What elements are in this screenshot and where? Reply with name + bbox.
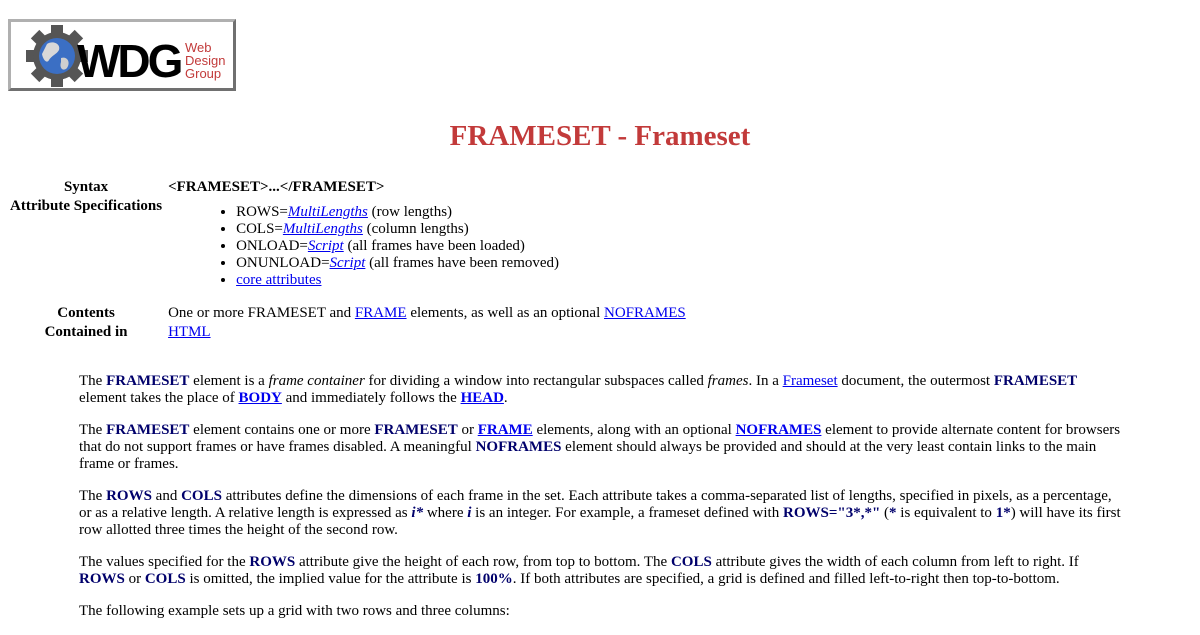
- attribute-list: [168, 204, 686, 289]
- gear-globe-icon: [11, 22, 239, 94]
- paragraph-rows-cols: The ROWS and COLS attributes define the dimensions of each frame in the set. Each attribute takes a comma-separated list of lengths, specified in pixels, as a percentage, or as a relative length. A relative length is expressed as i* where i is an integer. For example, a frameset defined with ROWS="3*,*" (* is equivalent to 1*) will have its first row allotted three times the height of the second row.: [79, 488, 1121, 538]
- spacer-row: [8, 290, 688, 304]
- attribute-item: • ONLOAD=Script (all frames have been loaded): [236, 238, 686, 255]
- core-attributes-link[interactable]: core attributes: [236, 272, 322, 288]
- attribute-item: • ONUNLOAD=Script (all frames have been removed): [236, 255, 686, 272]
- paragraph-example: The following example sets up a grid with two rows and three columns:: [79, 603, 510, 619]
- svg-text:Web Design Group: [185, 40, 229, 81]
- attribute-item: • COLS=MultiLengths (column lengths): [236, 221, 686, 238]
- main-content: [79, 373, 1124, 635]
- contents-row: [8, 304, 688, 323]
- attributes-row: [8, 197, 688, 290]
- syntax-row: [8, 178, 688, 197]
- frame-link[interactable]: FRAME: [354, 305, 407, 321]
- syntax-value: <FRAMESET>...</FRAMESET>: [168, 179, 385, 195]
- logo-tagline-web: Web: [185, 40, 212, 55]
- html-link[interactable]: HTML: [168, 324, 211, 340]
- multilengths-link[interactable]: MultiLengths: [287, 204, 368, 220]
- contents-label: Contents: [57, 305, 115, 321]
- noframes-link[interactable]: NOFRAMES: [604, 305, 686, 321]
- script-link[interactable]: Script: [307, 238, 344, 254]
- attributes-label: Attribute Specifications: [10, 198, 163, 214]
- head-link[interactable]: HEAD: [460, 390, 504, 406]
- body-link[interactable]: BODY: [238, 390, 282, 406]
- wdg-logo[interactable]: [8, 19, 236, 91]
- page-title: FRAMESET - Frameset: [449, 120, 751, 152]
- paragraph-values: The values specified for the ROWS attribute give the height of each row, from top to bottom. The COLS attribute gives the width of each column from left to right. If ROWS or COLS is omitted, the implied value for the attribute is 100%. If both attributes are specified, a grid is defined and filled left-to-right then top-to-bottom.: [79, 554, 1079, 587]
- spec-table: [8, 178, 688, 342]
- contents-value: One or more FRAMESET and FRAME elements, as well as an optional NOFRAMES: [168, 305, 686, 321]
- attribute-item: • ROWS=MultiLengths (row lengths): [236, 204, 686, 221]
- frameset-link[interactable]: Frameset: [782, 373, 838, 389]
- logo-tagline-group: Group: [185, 66, 222, 81]
- contained-label: Contained in: [44, 324, 128, 340]
- paragraph-contents: The FRAMESET element contains one or more FRAMESET or FRAME elements, along with an optional NOFRAMES element to provide alternate content for browsers that do not support frames or have frames disabled. A meaningful NOFRAMES element should always be provided and should at the very least contain links to the main frame or frames.: [79, 422, 1121, 472]
- contained-row: [8, 323, 688, 342]
- syntax-label: Syntax: [63, 179, 109, 195]
- attribute-item: [236, 272, 686, 289]
- noframes-link[interactable]: NOFRAMES: [735, 422, 822, 438]
- script-link[interactable]: Script: [329, 255, 366, 271]
- logo-wordmark: WDG: [77, 35, 181, 87]
- frame-link[interactable]: FRAME: [477, 422, 533, 438]
- paragraph-intro: The FRAMESET element is a frame container for dividing a window into rectangular subspaces called frames. In a Frameset document, the outermost FRAMESET element takes the place of BODY and immediately follows the HEAD.: [79, 373, 1078, 406]
- logo-tagline-design: Design: [185, 53, 226, 68]
- multilengths-link[interactable]: MultiLengths: [282, 221, 363, 237]
